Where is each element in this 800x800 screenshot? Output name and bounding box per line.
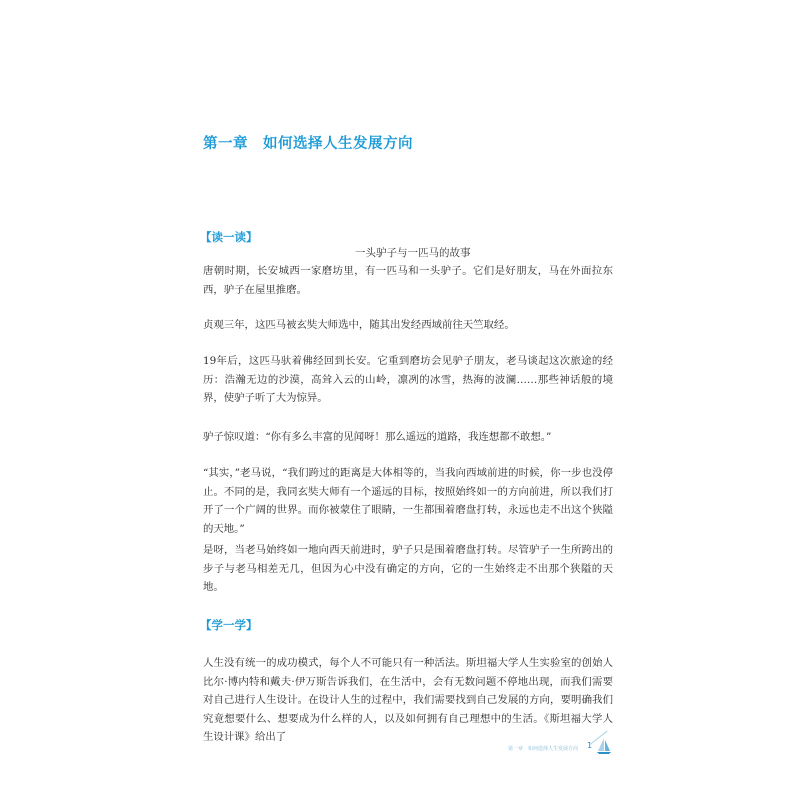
section-heading-read: 【读一读】 (200, 230, 258, 244)
learn-paragraph: 人生没有统一的成功模式，每个人不可能只有一种活法。斯坦福大学人生实验室的创始人比尔·博内特和戴夫·伊万斯告诉我们，在生活中，会有无数问题不停地出现，而我们需要对自己进行人生设计。在设计人生的过程中，我们需要找到自己发展的方向，要明确我们究竟想要什么、想要成为什么样的人，以及如何拥有自己理想中的生活。《斯坦福大学人生设计课》给出了 (203, 657, 613, 743)
story-paragraph-5: “其实，”老马说，“我们跨过的距离是大体相等的，当我向西域前进的时候，你一步也没停止。不同的是，我同玄奘大师有一个遥远的目标，按照始终如一的方向前进，所以我们打开了一个广阔的世界。而你被蒙住了眼睛，一生都围着磨盘打转，永远也走不出这个狭隘的天地。” (203, 467, 613, 535)
footer-chapter-label: 第一章 如何选择人生发展方向 (508, 746, 579, 752)
sailboat-icon (596, 737, 612, 755)
story-title: 一头驴子与一匹马的故事 (355, 247, 471, 259)
story-paragraph-6: 是呀，当老马始终如一地向西天前进时，驴子只是围着磨盘打转。尽管驴子一生所跨出的步子与老马相差无几，但因为心中没有确定的方向，它的一生始终走不出那个狭隘的天地。 (203, 544, 613, 593)
story-paragraph-4: 驴子惊叹道：“你有多么丰富的见闻呀！那么遥远的道路，我连想都不敢想。” (203, 431, 552, 443)
section-heading-learn: 【学一学】 (200, 618, 258, 632)
chapter-title: 第一章 如何选择人生发展方向 (203, 136, 413, 152)
story-paragraph-2: 贞观三年，这匹马被玄奘大师选中，随其出发经西域前往天竺取经。 (203, 319, 515, 331)
page-number: 1 (587, 741, 593, 750)
story-paragraph-3: 19年后，这匹马驮着佛经回到长安。它重到磨坊会见驴子朋友，老马谈起这次旅途的经历：浩瀚无边的沙漠，高耸入云的山岭，凛冽的冰雪，热海的波澜……那些神话般的境界，使驴子听了大为惊异。 (203, 355, 613, 404)
story-paragraph-1: 唐朝时期，长安城西一家磨坊里，有一匹马和一头驴子。它们是好朋友，马在外面拉东西，驴子在屋里推磨。 (203, 265, 613, 296)
